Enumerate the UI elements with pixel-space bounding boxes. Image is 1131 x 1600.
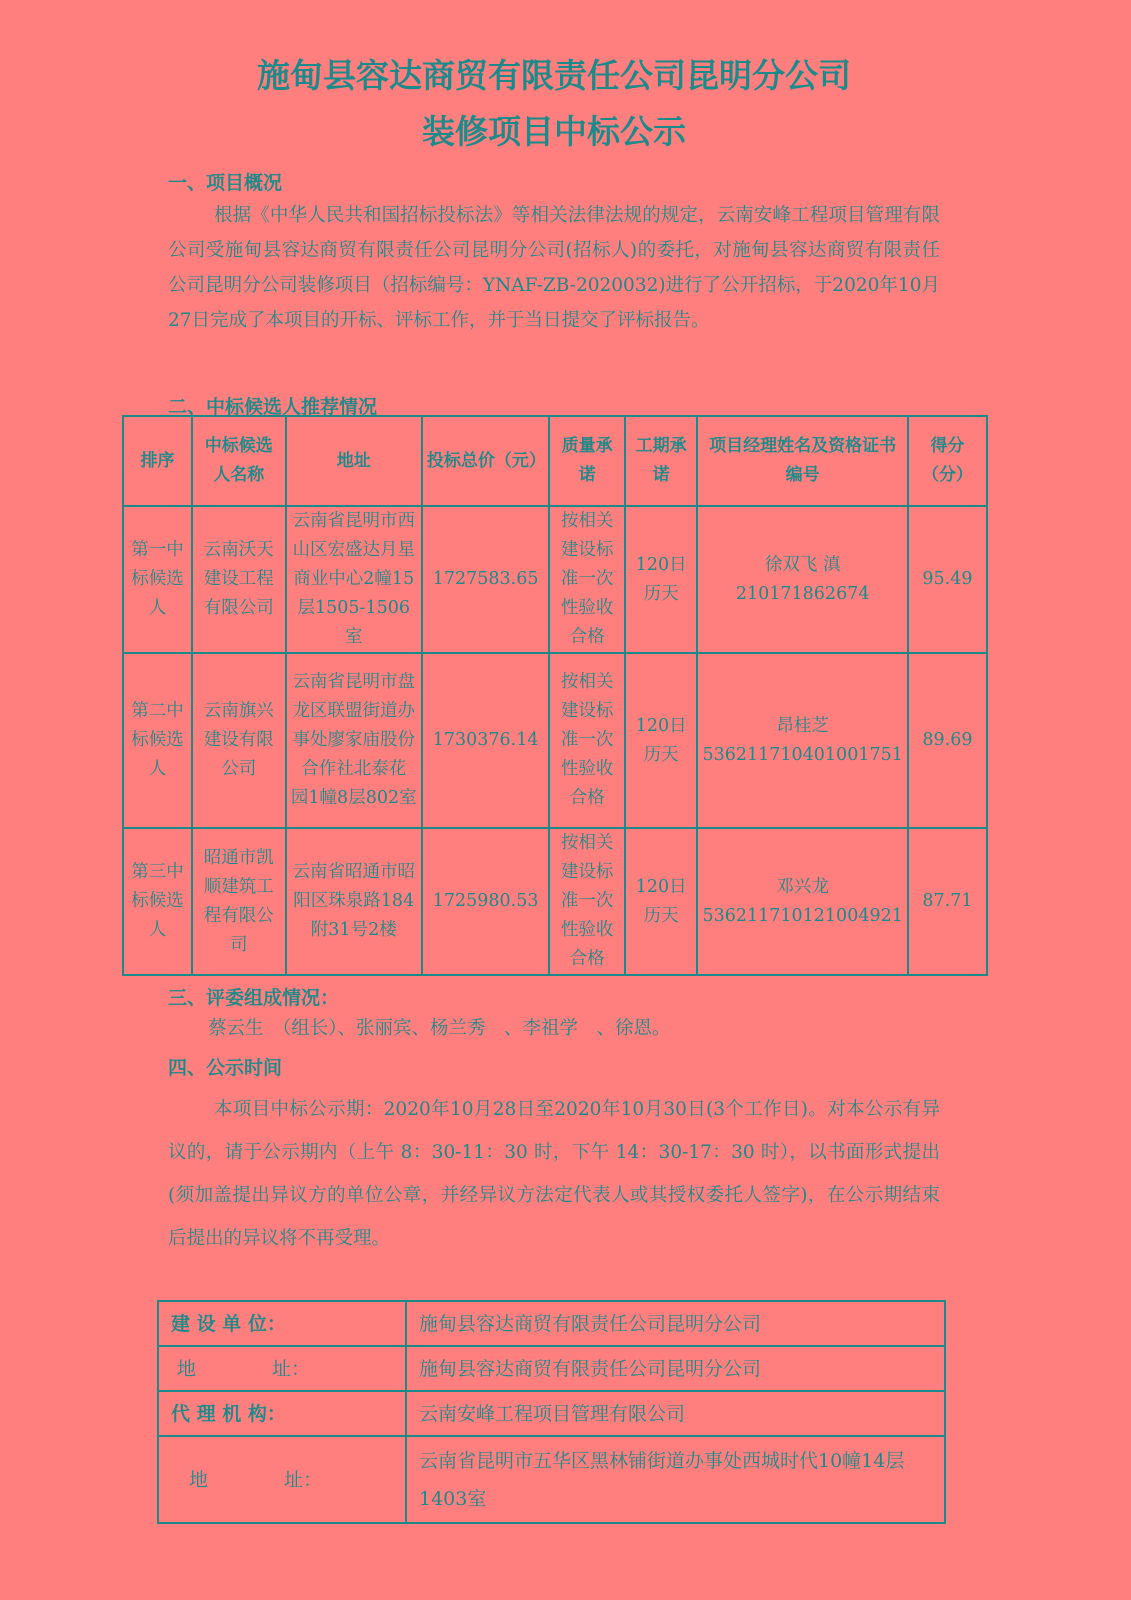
rank-cell: 第二中标候选人 (123, 653, 192, 828)
info-label: 地 址： (158, 1346, 406, 1391)
title-line-1: 施甸县容达商贸有限责任公司昆明分公司 (257, 56, 851, 95)
col-header: 工期承诺 (625, 416, 698, 506)
info-label: 建 设 单 位： (158, 1301, 406, 1346)
section3-heading: 三、评委组成情况： (168, 987, 340, 1009)
period-cell: 120日历天 (625, 506, 698, 653)
info-row (158, 1391, 945, 1436)
col-header: 投标总价（元） (422, 416, 549, 506)
section1-heading: 一、项目概况 (168, 172, 283, 194)
info-value: 云南省昆明市五华区黑林铺街道办事处西城时代10幢14层1403室 (406, 1436, 945, 1523)
table-row (123, 653, 987, 828)
info-table (157, 1300, 946, 1524)
col-header: 地址 (286, 416, 422, 506)
info-value: 施甸县容达商贸有限责任公司昆明分公司 (406, 1346, 945, 1391)
score-cell: 95.49 (908, 506, 987, 653)
quality-cell: 按相关建设标准一次性验收合格 (549, 653, 625, 828)
name-cell: 云南沃天建设工程有限公司 (192, 506, 286, 653)
info-value: 施甸县容达商贸有限责任公司昆明分公司 (406, 1301, 945, 1346)
col-header: 项目经理姓名及资格证书编号 (697, 416, 907, 506)
info-row (158, 1436, 945, 1523)
manager-name: 昂桂芝 (776, 715, 829, 736)
manager-name: 徐双飞 滇 (764, 554, 841, 575)
manager-cell (697, 828, 907, 975)
score-cell: 87.71 (908, 828, 987, 975)
col-header: 排序 (123, 416, 192, 506)
cert-number: 210171862674 (735, 583, 870, 604)
section3-text: 蔡云生 （组长）、张丽宾、杨兰秀 、李祖学 、徐恩。 (208, 1018, 671, 1039)
price-cell: 1730376.14 (422, 653, 549, 828)
info-value: 云南安峰工程项目管理有限公司 (406, 1391, 945, 1436)
rank-cell: 第三中标候选人 (123, 828, 192, 975)
section4-text: 本项目中标公示期：2020年10月28日至2020年10月30日(3个工作日)。对本公示有异议的，请于公示期内（上午 8：30-11：30 时，下午 14：30-17：30 时），以书面形式提出(须加盖提出异议方的单位公章，并经异议方法定代表人或其授权委托人签字)，在公示期结束后提出的异议将不再受理。 (168, 1099, 940, 1249)
price-cell: 1727583.65 (422, 506, 549, 653)
manager-cell (697, 506, 907, 653)
col-header: 质量承诺 (549, 416, 625, 506)
col-header: 中标候选人名称 (192, 416, 286, 506)
name-cell: 云南旗兴建设有限公司 (192, 653, 286, 828)
rank-cell: 第一中标候选人 (123, 506, 192, 653)
address-cell: 云南省昆明市盘龙区联盟街道办事处廖家庙股份合作社北泰花 园1幢8层802室 (286, 653, 422, 828)
period-cell: 120日历天 (625, 653, 698, 828)
table-row (123, 506, 987, 653)
score-cell: 89.69 (908, 653, 987, 828)
info-label: 代 理 机 构： (158, 1391, 406, 1436)
section2-heading: 二、中标候选人推荐情况 (168, 396, 378, 418)
period-cell: 120日历天 (625, 828, 698, 975)
section1-text: 根据《中华人民共和国招标投标法》等相关法律法规的规定，云南安峰工程项目管理有限公司受施甸县容达商贸有限责任公司昆明分公司(招标人)的委托，对施甸县容达商贸有限责任公司昆明分公司装修项目（招标编号：YNAF-ZB-2020032)进行了公开招标，于2020年10月27日完成了本项目的开标、评标工作，并于当日提交了评标报告。 (168, 205, 940, 331)
quality-cell: 按相关建设标准一次性验收合格 (549, 506, 625, 653)
address-cell: 云南省昭通市昭阳区珠泉路184附31号2楼 (286, 828, 422, 975)
table-row (123, 828, 987, 975)
cert-number: 536211710401001751 (702, 744, 903, 765)
info-row (158, 1301, 945, 1346)
candidates-table (122, 415, 988, 976)
col-header: 得分（分） (908, 416, 987, 506)
table-header (123, 416, 987, 506)
address-cell: 云南省昆明市西山区宏盛达月星商业中心2幢15层1505-1506室 (286, 506, 422, 653)
section4-heading: 四、公示时间 (168, 1057, 283, 1079)
info-label: 地 址： (158, 1436, 406, 1523)
title-line-2: 装修项目中标公示 (422, 112, 686, 151)
quality-cell: 按相关建设标准一次性验收合格 (549, 828, 625, 975)
name-cell: 昭通市凯顺建筑工程有限公司 (192, 828, 286, 975)
cert-number: 536211710121004921 (702, 905, 903, 926)
manager-cell (697, 653, 907, 828)
info-row (158, 1346, 945, 1391)
price-cell: 1725980.53 (422, 828, 549, 975)
manager-name: 邓兴龙 (776, 876, 829, 897)
